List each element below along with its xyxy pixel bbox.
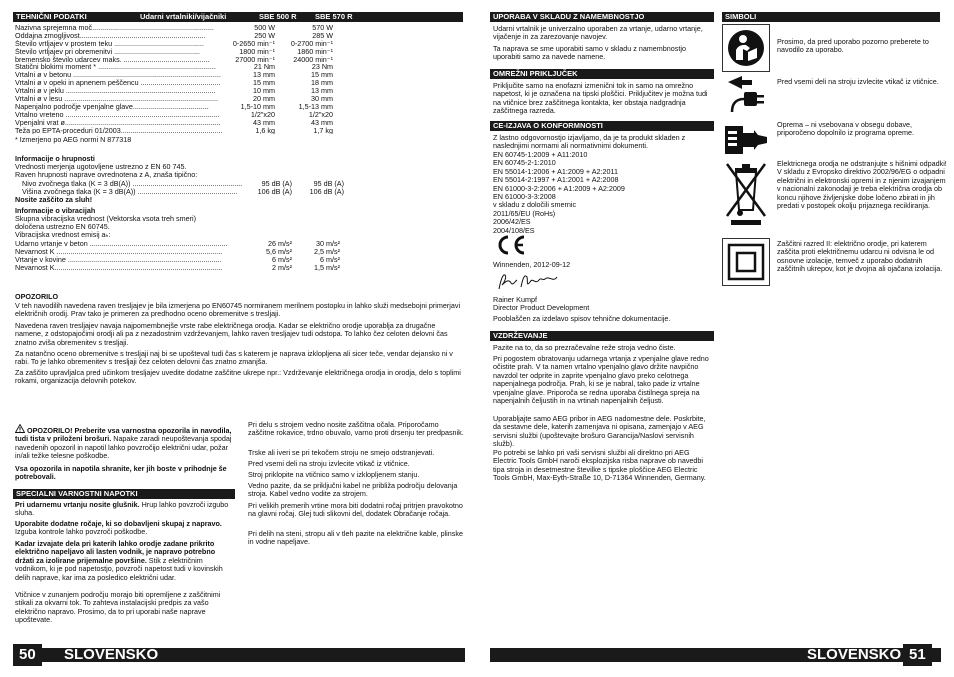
warning-para-1: V teh navodilih navedena raven tresljajev je bila izmerjena po EN60745 normiranem merilnem postopku in lahko služi medsebojni primerjavi električnih orodij. Prav tako je primeren za predhodno oceno obremenitve s tresljaji. <box>15 301 461 319</box>
vibration-title: Informacije o vibracijah <box>15 206 96 215</box>
warning-para-2: Navedena raven tresljajev navaja najpomembnejše vrste rabe električnega orodja. Kadar se električno orodje uporablja za drugačne namene, z odstopajočimi orodji ali pa z nezadostnim vzdrževanjem, lahko raven tresljajev tudi odstopa. To lahko čez celoten delovni čas znatno zviša obremenitev s tresljaji. <box>15 321 448 347</box>
spec-value-2: 1860 min⁻¹ <box>297 47 333 56</box>
conformity-para: Z lastno odgovornostjo izjavljamo, da je ta produkt skladen z naslednjimi normami ali normativnimi dokumenti. <box>493 133 686 151</box>
spec-row <box>15 24 333 32</box>
left-page-number: 50 <box>13 644 42 666</box>
symbol-text-5: Zaščitni razred II: električno orodje, pri katerem zaščita proti električnemu udarcu ni odvisna le od osnovne izolacije, temveč z uporabo dodatnih zaščitnih ukrepov, kot je dvojna ali ojačana izolacija. <box>777 239 943 274</box>
spec-value-1: 15 mm <box>253 79 275 88</box>
noise-value-1: 95 dB (A) <box>261 180 292 188</box>
spec-value-1: 10 mm <box>253 87 275 96</box>
vibration-table <box>15 240 340 272</box>
vibration-value-2: 6 m/s² <box>320 255 340 264</box>
vibration-value-1: 6 m/s² <box>272 255 292 264</box>
warning-title: OPOZORILO <box>15 292 59 301</box>
read-manual-icon <box>722 24 770 72</box>
spec-value-1: 0-2650 min⁻¹ <box>232 39 275 48</box>
spec-label: Vrtalni ø v betonu .......................................................................... <box>15 71 221 80</box>
spec-row <box>15 127 333 135</box>
vibration-label: Nevarnost K.................................................................................... <box>15 263 223 272</box>
vibration-row <box>15 240 340 248</box>
ce-mark-icon <box>494 234 526 261</box>
spec-row <box>15 63 333 71</box>
spec-label: Vrtalni ø v lesu ............................................................................. <box>15 95 219 103</box>
spec-value-2: 18 mm <box>311 79 333 88</box>
spec-table <box>15 24 333 134</box>
mains-connection-para: Priključite samo na enofazni izmenični tok in samo na omrežno napetost, ki je označena na tipski ploščici. Priključitev je možna tudi na vtičnice brez zaščitnega kontakta, ker obstaja nadgradnja zaščitnega razreda. <box>493 81 708 116</box>
place-date: Winnenden, 2012-09-12 <box>493 260 571 269</box>
special-para-2: Uporabite dodatne ročaje, ki so dobavljeni skupaj z napravo. Izguba kontrole lahko povzroči poškodbe. <box>15 519 222 537</box>
conformity-norm-item: EN 61000-3-2:2006 + A1:2009 + A2:2009 <box>493 183 625 193</box>
spec-value-2: 570 W <box>312 24 333 32</box>
col2-para-3: Pred vsemi deli na stroju izvlecite vtikač iz vtičnice. <box>248 459 410 468</box>
spec-value-2: 24000 min⁻¹ <box>293 55 333 64</box>
conformity-norm-item: EN 55014-2:1997 + A1:2001 + A2:2008 <box>493 175 619 185</box>
spec-value-1: 1800 min⁻¹ <box>239 47 275 56</box>
vibration-label: Nevarnost K ................................................................................... <box>15 247 223 256</box>
noise-value-1: 106 dB (A) <box>257 187 292 196</box>
maintenance-para-4: Po potrebi se lahko pri vaši servisni službi ali direktno pri AEG Electric Tools GmbH naroči eksplozijska risba naprave ob navedbi tipa stroja in desetmestne številke s tipske ploščice AEG Electric Tools GmbH, Max-Eyth-Straße 10, D-71364 Winnenden, Germany. <box>493 448 706 483</box>
vibration-row <box>15 256 340 264</box>
intended-use-para-2: Ta naprava se sme uporabiti samo v skladu z namembnostjo uporabiti samo za navede namene. <box>493 44 686 62</box>
vibration-value-2: 2,5 m/s² <box>314 247 340 256</box>
spec-value-1: 1,6 kg <box>255 126 275 135</box>
conformity-norm-item: EN 55014-1:2006 + A1:2009 + A2:2011 <box>493 166 618 176</box>
col2-para-1: Pri delu s strojem vedno nosite zaščitna očala. Priporočamo zaščitne rokavice, trdno obuvalo, varno proti drsenju ter predpasnik. <box>248 420 464 438</box>
spec-value-1: 27000 min⁻¹ <box>235 55 275 64</box>
spec-value-2: 1,7 kg <box>313 126 333 135</box>
noise-line-1: Vrednosti merjenja ugotovljene ustrezno z EN 60 745. <box>15 162 187 171</box>
spec-value-1: 1,5-10 mm <box>240 102 275 111</box>
spec-row <box>15 32 333 40</box>
signer-title: Director Product Development <box>493 303 590 312</box>
conformity-norm-item: v skladu z določili smernic <box>493 200 577 210</box>
special-para-3: Kadar izvajate dela pri katerih lahko orodje zadane prikrito električno napeljavo ali lasten vodnik, je napravo potrebno držati za izolirane prijemalne površine. Stik z električnim vodnikom, ki je pod napetostjo, povzroči napetost tudi v kovinskih delih naprave, kar ima za posledico električni udar. <box>15 539 223 582</box>
unplug-icon <box>722 70 770 118</box>
spec-value-2: 13 mm <box>311 87 333 96</box>
spec-value-2: 30 mm <box>311 95 333 103</box>
tech-col-model-type: Udarni vrtalniki/vijačniki <box>140 12 227 21</box>
spec-value-2: 0-2700 min⁻¹ <box>290 39 333 48</box>
symbol-text-1: Prosimo, da pred uporabo pozorno preberete to navodilo za uporabo. <box>777 37 929 55</box>
spec-value-1: 500 W <box>254 24 275 32</box>
spec-row <box>15 87 333 95</box>
vibration-value-2: 30 m/s² <box>316 240 340 248</box>
right-page <box>477 0 954 677</box>
accessory-icon <box>722 116 770 164</box>
spec-label: Napenjalno področje vpenjalne glave...................................... <box>15 102 209 111</box>
noise-row <box>22 180 344 188</box>
vibration-value-1: 2 m/s² <box>272 263 292 272</box>
vibration-value-1: 26 m/s² <box>268 240 292 248</box>
symbols-header: SIMBOLI <box>722 12 940 22</box>
spec-row <box>15 79 333 87</box>
spec-value-1: 250 W <box>254 31 275 40</box>
conformity-norms <box>493 151 625 235</box>
spec-value-1: 43 mm <box>253 118 275 127</box>
weee-bin-icon <box>722 158 770 228</box>
safety-warning-bold: OPOZORILO! Preberite vsa varnostna opozorila in navodila, tudi tista v priloženi brošuri. <box>15 426 232 444</box>
spec-value-2: 1/2"x20 <box>308 110 333 119</box>
vibration-label: Udarno vrtanje v beton ..................................................................... <box>15 240 228 248</box>
col2-para-6: Pri velikih premerih vrtine mora biti dodatni ročaj pritrjen pravokotno na glavni ročaj. Glej tudi slikovni del, dodatek Obračanje ročaja. <box>248 501 463 519</box>
vibration-value-2: 1,5 m/s² <box>314 263 340 272</box>
conformity-norm-item: 2006/42/ES <box>493 217 531 227</box>
symbol-text-2: Pred vsemi deli na stroju izvlecite vtikač iz vtičnice. <box>777 77 939 86</box>
spec-note: * Izmerjeno po AEG normi N 877318 <box>15 135 132 144</box>
warning-para-3: Za natančno oceno obremenitve s tresljaji naj bi se upošteval tudi čas s katerem je naprava izklopljena ali sicer teče, vendar dejansko ni v rabi. To je lahko obremenitev s tresljaji čez celoten delovni čas znatno zmanjša. <box>15 349 453 367</box>
vibration-row <box>15 264 340 272</box>
safety-keep-note: Vsa opozorila in napotila shranite, ker jih boste v prihodnje še potrebovali. <box>15 464 227 482</box>
mains-connection-header: OMREŽNI PRIKLJUČEK <box>490 69 714 79</box>
noise-label: Nivo zvočnega tlaka (K = 3 dB(A)) ....................................................... <box>22 180 243 188</box>
tech-col-sbe570: SBE 570 R <box>315 12 353 21</box>
signature-image <box>497 271 563 298</box>
noise-label: Višina zvočnega tlaka (K = 3 dB(A)) .................................................. <box>22 187 238 196</box>
spec-label: Teža po EPTA-proceduri 01/2003................................................... <box>15 126 223 135</box>
spec-label: Vpenjalni vrat ø.............................................................................. <box>15 118 221 127</box>
spec-value-2: 1,5-13 mm <box>298 102 333 111</box>
spec-label: Nazivna sprejemna moč............................................................. <box>15 24 214 32</box>
spec-label: Število vrtljajev v prostem teku ............................................. <box>15 39 204 48</box>
conformity-norm-item: EN 60745-1:2009 + A11:2010 <box>493 150 588 159</box>
noise-value-2: 95 dB (A) <box>313 180 344 188</box>
vibration-line-2: določena ustrezno EN 60745. <box>15 222 110 231</box>
spec-row <box>15 56 333 64</box>
spec-label: bremensko število udarcev maks. ........................................... <box>15 55 210 64</box>
noise-line-2: Raven hrupnosti naprave ovrednotena z A, znaša tipično: <box>15 170 198 179</box>
spec-row <box>15 111 333 119</box>
intended-use-header: UPORABA V SKLADU Z NAMEMBNOSTJO <box>490 12 714 22</box>
spec-row <box>15 103 333 111</box>
left-language-label: SLOVENSKO <box>64 646 159 663</box>
col2-para-7: Pri delih na steni, stropu ali v tleh pazite na električne kable, plinske in vodne napeljave. <box>248 529 463 547</box>
spec-row <box>15 71 333 79</box>
class-ii-icon <box>722 238 770 286</box>
spec-value-2: 285 W <box>312 31 333 40</box>
vibration-line-3: Vibracijska vrednost emisij aₕ: <box>15 230 111 239</box>
spec-value-2: 15 mm <box>311 71 333 80</box>
spec-label: Število vrtljajev pri obremenitvi ........................................... <box>15 47 200 56</box>
maintenance-para-1: Pazite na to, da so prezračevalne reže stroja vedno čiste. <box>493 343 676 352</box>
col2-para-5: Vedno pazite, da se priključni kabel ne približa področju delovanja stroja. Kabel vedno vodite za strojem. <box>248 481 458 499</box>
spec-row <box>15 95 333 103</box>
conformity-header: CE-IZJAVA O KONFORMNOSTI <box>490 121 714 131</box>
spec-label: Vrtalni ø v opeki in apnenem peščencu ........................................ <box>15 79 221 88</box>
col2-para-4: Stroj priklopite na vtičnico samo v izklopljenem stanju. <box>248 470 420 479</box>
spec-row <box>15 40 333 48</box>
ear-protection-note: Nosite zaščito za sluh! <box>15 195 93 204</box>
authorized-note: Pooblaščen za izdelavo spisov tehnične dokumentacije. <box>493 314 671 323</box>
noise-table <box>22 180 344 196</box>
col2-para-2: Trske ali iveri se pri tekočem stroju ne smejo odstranjevati. <box>248 448 435 457</box>
spec-value-1: 1/2"x20 <box>250 110 275 119</box>
vibration-value-1: 5,6 m/s² <box>266 247 292 256</box>
conformity-norm-item: 2011/65/EU (RoHs) <box>493 208 556 218</box>
symbol-text-4: Elektricnega orodja ne odstranjujte s hišnimi odpadki! V skladu z Evropsko direktivo 2002/96/EG o odpadni električni in elektronski opremi in z njenim izvajanjem v nacionalni zakonodaji je treba električna orodja ob koncu njihove življenjske dobe ločeno zbirati in jih predati v postopek okolju prijaznega recikliranja. <box>777 159 947 211</box>
signer-name: Rainer Kumpf <box>493 295 537 304</box>
vibration-label: Vrtanje v kovine ............................................................................. <box>15 255 222 264</box>
right-page-number: 51 <box>903 644 932 666</box>
spec-value-2: 23 Nm <box>311 63 333 72</box>
conformity-norm-item: 2004/108/ES <box>493 225 535 235</box>
special-safety-header: SPECIALNI VARNOSTNI NAPOTKI <box>13 489 235 499</box>
spec-label: Vrtalno vreteno ............................................................................. <box>15 110 220 119</box>
symbol-text-3: Oprema – ni vsebovana v obsegu dobave, priporočeno dopolnilo iz programa opreme. <box>777 120 915 138</box>
spec-value-1: 21 Nm <box>253 63 275 72</box>
spec-row <box>15 48 333 56</box>
spec-value-1: 20 mm <box>253 95 275 103</box>
maintenance-para-3: Uporabljajte samo AEG pribor in AEG nadomestne dele. Poskrbite, da sestavne dele, katerih zamenjava ni opisana, zamenjajo v AEG servisni službi (upoštevajte brošuro Garancija/Naslovi servisnih služb). <box>493 414 706 449</box>
intended-use-para-1: Udarni vrtalnik je univerzalno uporaben za vrtanje, udarno vrtanje, vijačenje in za zarezovanje navojev. <box>493 24 703 42</box>
noise-value-2: 106 dB (A) <box>309 187 344 196</box>
vibration-row <box>15 248 340 256</box>
warning-para-4: Za zaščito upravljalca pred učinkom tresljajev uvedite dodatne zaščitne ukrepe npr.: Vzdrževanje električnega orodja in orodja, delo s toplimi rokami, organizacija delovnih potekov. <box>15 368 461 386</box>
noise-title: Informacije o hrupnosti <box>15 154 95 163</box>
right-language-label: SLOVENSKO <box>807 646 902 663</box>
tech-data-title: TEHNIČNI PODATKI <box>16 12 87 21</box>
safety-warning <box>15 424 233 461</box>
special-para-4: Vtičnice v zunanjem področju morajo biti opremljene z zaščitnimi stikali za okvarni tok. To zahteva instalacijski predpis za vašo električno napravo. Prosimo, da to pri uporabi naše naprave upoštevate. <box>15 590 221 625</box>
conformity-norm-item: EN 61000-3-3:2008 <box>493 192 556 202</box>
maintenance-para-2: Pri pogostem obratovanju udarnega vrtanja z vpenjalne glave redno očistite prah. V ta namen vrtalno vpenjalno glavo držite navpično navzdol ter odprite in zaprite vpenjalno glavo preko celotnega napenjalnega področja. Prah, ki se je nabral, tako pade iz vrtalne vpenjalne glave. Priporoča se redna uporaba čistilnega spreja na napenjalnih čeljustih in na vrtinah napenjalnih čeljusti. <box>493 354 709 406</box>
spec-row <box>15 119 333 127</box>
spec-value-1: 13 mm <box>253 71 275 80</box>
spec-value-2: 43 mm <box>311 118 333 127</box>
tech-col-sbe500: SBE 500 R <box>259 12 297 21</box>
tech-data-header <box>13 12 463 22</box>
spec-label: Vrtalni ø v jeklu ........................................................................... <box>15 87 216 96</box>
safety-warning-rest: Napake zaradi neupoštevanja spodaj navedenih opozoril in napotil lahko povzročijo električni udar, požar in/ali težke telesne poškodbe. <box>15 434 232 461</box>
special-para-1: Pri udarnemu vrtanju nosite glušnik. Hrup lahko povzroči izgubo sluha. <box>15 500 229 518</box>
spec-label: Oddajna zmogljivost............................................................... <box>15 31 206 40</box>
conformity-norm-item: EN 60745-2-1:2010 <box>493 158 556 168</box>
maintenance-header: VZDRŽEVANJE <box>490 331 714 341</box>
vibration-line-1: Skupna vibracijska vrednost (Vektorska vsota treh smeri) <box>15 214 196 223</box>
spec-label: Statični blokirni moment * ........................................................... <box>15 63 216 72</box>
